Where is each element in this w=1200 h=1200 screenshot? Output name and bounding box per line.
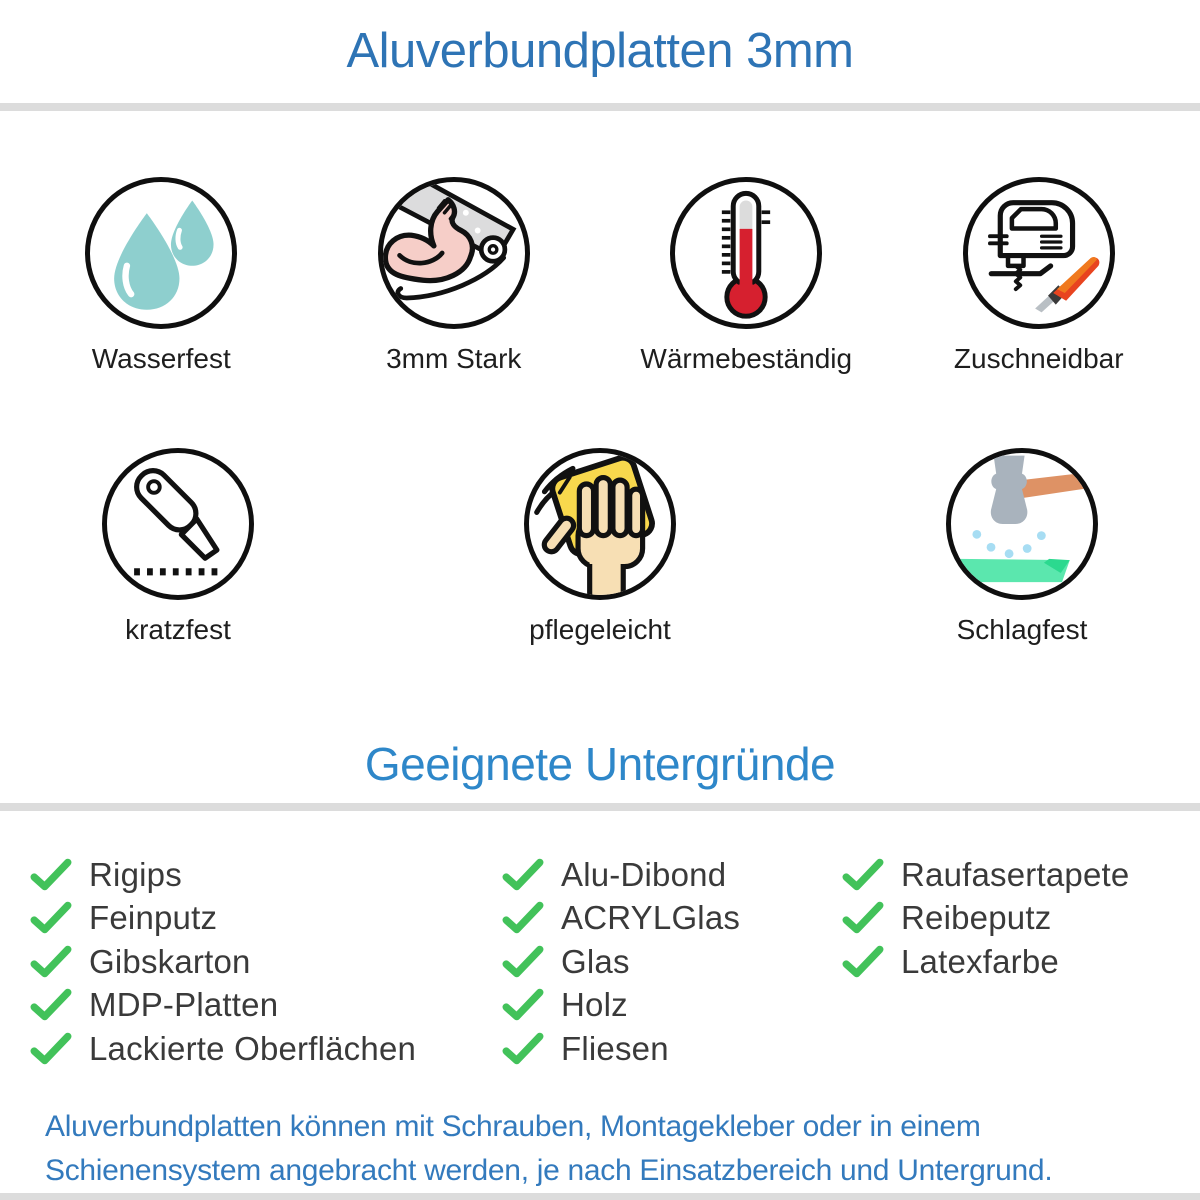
substrate-label: Alu-Dibond: [561, 855, 727, 893]
divider: [0, 803, 1200, 811]
list-item: [30, 853, 502, 897]
feature-3mm-stark: [336, 177, 572, 376]
flexed-bicep-panel-icon: [378, 177, 530, 329]
substrate-label: Rigips: [89, 855, 182, 893]
checkmark-icon: [502, 988, 544, 1022]
mounting-note-line-1: Aluverbundplatten können mit Schrauben, Montagekleber oder in einem: [45, 1109, 981, 1143]
divider: [0, 103, 1200, 111]
substrate-label: Raufasertapete: [901, 855, 1130, 893]
feature-schlagfest: [904, 448, 1140, 647]
checkmark-icon: [30, 1032, 72, 1066]
substrate-label: MDP-Platten: [89, 986, 279, 1024]
feature-label: Schlagfest: [956, 614, 1088, 645]
checkmark-icon: [502, 858, 544, 892]
page-title: Aluverbundplatten 3mm: [346, 24, 854, 78]
feature-wasserfest: [43, 177, 279, 376]
checkmark-icon: [30, 858, 72, 892]
list-item: [30, 940, 502, 984]
checkmark-icon: [502, 901, 544, 935]
substrate-label: Glas: [561, 942, 630, 980]
feature-pflegeleicht: [482, 448, 718, 647]
feature-label: pflegeleicht: [529, 614, 671, 645]
substrate-label: Feinputz: [89, 899, 218, 937]
substrate-label: Lackierte Oberflächen: [89, 1029, 417, 1067]
features-row-1: [15, 177, 1185, 376]
feature-kratzfest: [60, 448, 296, 647]
thermometer-icon: [670, 177, 822, 329]
feature-waermebestaendig: [628, 177, 864, 376]
substrate-label: Gibskarton: [89, 942, 251, 980]
substrates-column-3: [842, 853, 1200, 1071]
feature-label: Wärmebeständig: [640, 343, 853, 374]
feature-label: kratzfest: [125, 614, 231, 645]
feature-zuschneidbar: [921, 177, 1157, 376]
substrate-label: ACRYLGlas: [561, 899, 741, 937]
checkmark-icon: [842, 901, 884, 935]
list-item: [502, 897, 842, 941]
substrates-list: [0, 853, 1200, 1071]
checkmark-icon: [842, 945, 884, 979]
list-item: [502, 853, 842, 897]
mounting-note: [0, 1105, 1200, 1193]
cleaning-hand-icon: [524, 448, 676, 600]
checkmark-icon: [30, 901, 72, 935]
jigsaw-cutter-icon: [963, 177, 1115, 329]
list-item: [30, 897, 502, 941]
list-item: [30, 1027, 502, 1071]
section-title: Geeignete Untergründe: [364, 738, 836, 790]
features-row-2: [0, 448, 1200, 647]
substrate-label: Latexfarbe: [901, 942, 1059, 980]
feature-label: Wasserfest: [91, 343, 231, 374]
list-item: [842, 897, 1200, 941]
mounting-note-line-2: Schienensystem angebracht werden, je nach Einsatzbereich und Untergrund.: [45, 1153, 1053, 1187]
list-item: [842, 853, 1200, 897]
hammer-impact-icon: [946, 448, 1098, 600]
substrate-label: Reibeputz: [901, 899, 1052, 937]
checkmark-icon: [30, 988, 72, 1022]
substrates-column-1: [30, 853, 502, 1071]
substrate-label: Holz: [561, 986, 628, 1024]
checkmark-icon: [502, 1032, 544, 1066]
checkmark-icon: [842, 858, 884, 892]
divider: [0, 1193, 1200, 1200]
substrate-label: Fliesen: [561, 1029, 669, 1067]
list-item: [30, 984, 502, 1028]
water-drops-icon: [85, 177, 237, 329]
utility-knife-icon: [102, 448, 254, 600]
checkmark-icon: [30, 945, 72, 979]
substrates-column-2: [502, 853, 842, 1071]
list-item: [502, 940, 842, 984]
feature-label: 3mm Stark: [386, 343, 522, 374]
checkmark-icon: [502, 945, 544, 979]
list-item: [502, 1027, 842, 1071]
feature-label: Zuschneidbar: [953, 343, 1124, 374]
list-item: [502, 984, 842, 1028]
list-item: [842, 940, 1200, 984]
